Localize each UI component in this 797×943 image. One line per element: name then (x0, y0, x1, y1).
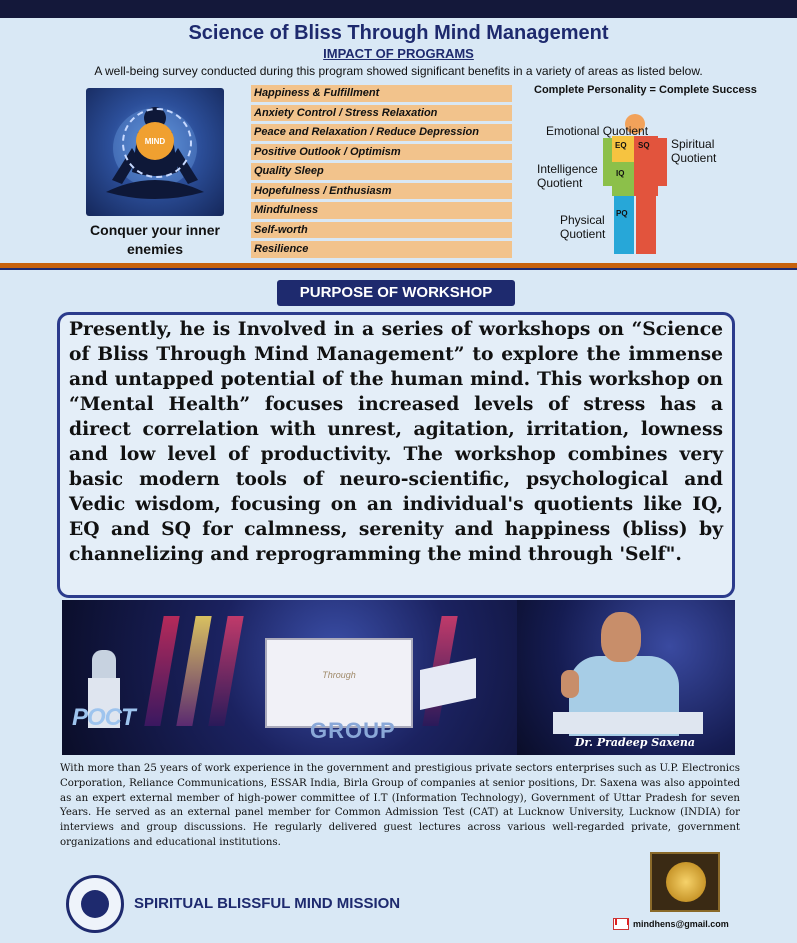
emotional-quotient-label: Emotional Quotient (546, 124, 649, 138)
meditation-image (86, 88, 224, 216)
mission-logo (66, 875, 124, 933)
email-address[interactable]: mindhens@gmail.com (633, 919, 729, 929)
speaker-closeup (517, 600, 735, 755)
speaker-hand (561, 670, 579, 698)
list-item: Quality Sleep (251, 163, 512, 180)
section-divider-line (0, 268, 797, 270)
stage-panel (176, 616, 211, 726)
intelligence-quotient-label: Intelligence Quotient (537, 162, 598, 190)
list-item: Hopefulness / Enthusiasm (251, 183, 512, 200)
poct-logo-text: POCT (72, 704, 135, 731)
list-item: Anxiety Control / Stress Relaxation (251, 105, 512, 122)
stage-panel (208, 616, 243, 726)
workshop-heading: PURPOSE OF WORKSHOP (277, 280, 515, 306)
list-item: Peace and Relaxation / Reduce Depression (251, 124, 512, 141)
list-item: Mindfulness (251, 202, 512, 219)
speaker-podium (553, 712, 703, 734)
speaker-head (601, 612, 641, 662)
section-subtitle: IMPACT OF PROGRAMS (323, 46, 474, 61)
speaker-bio: With more than 25 years of work experience in the government and prestigious private sectors enterprises such as U.P. Electronics Corporation, Reliance Communications, ESSAR India, Birla Group of companies at senior positions, Dr. Saxena was also appointed as an expert external member of high-power committee of I.T (Information Technology), Government of Uttar Pradesh for seven Years. He served as an external panel member for Common Admission Test (CAT) at Lucknow University, Lucknow (INDIA) for interviews and group discussions. He regularly delivered guest lectures across various well-regarded private, government organizations and educational institutions. (60, 763, 740, 848)
personality-heading: Complete Personality = Complete Success (534, 84, 757, 96)
mind-badge: MIND (136, 122, 174, 160)
list-item: Resilience (251, 241, 512, 258)
stage-photo (62, 600, 517, 755)
list-item: Positive Outlook / Optimism (251, 144, 512, 161)
contact-email[interactable] (613, 918, 729, 930)
spiritual-quotient-label: Spiritual Quotient (671, 137, 717, 165)
projection-screen (265, 638, 413, 728)
top-bar (0, 0, 797, 18)
conquer-caption: Conquer your inner enemies (90, 222, 220, 257)
survey-intro: A well-being survey conducted during this program showed significant benefits in a variety of areas as listed below. (94, 64, 703, 78)
body-leg-right (636, 196, 656, 254)
mission-name: SPIRITUAL BLISSFUL MIND MISSION (134, 895, 401, 912)
pq-tag: PQ (616, 209, 628, 218)
list-item: Happiness & Fulfillment (251, 85, 512, 102)
iq-tag: IQ (616, 169, 625, 178)
speaker-caption: Dr. Pradeep Saxena (574, 736, 695, 749)
award-medal-icon (666, 862, 706, 902)
logo-emblem-icon (81, 890, 109, 918)
award-plaque (650, 852, 720, 912)
side-screen (420, 658, 476, 710)
sq-tag: SQ (638, 141, 650, 150)
screen-text: Through (322, 670, 356, 680)
body-arm-right (658, 138, 667, 186)
physical-quotient-label: Physical Quotient (560, 213, 606, 241)
benefits-list (251, 85, 512, 261)
group-logo-text: GROUP (310, 718, 396, 743)
gmail-icon (613, 918, 629, 930)
eq-tag: EQ (615, 141, 627, 150)
workshop-description: Presently, he is Involved in a series of workshops on “Science of Bliss Through Mind Management” to explore the immense and untapped potential of the human mind. This workshop on “Mental Health” focuses increased levels of stress has a direct correlation with unrest, agitation, irritation, lowness and low level of productivity. The workshop combines very basic modern tools of neuro-scientific, psychological and Vedic wisdom, focusing on an individual's quotients like IQ, EQ and SQ for calmness, serenity and happiness (bliss) by channelizing and reprogramming the mind through 'Self". (57, 312, 735, 598)
body-iq-region (612, 162, 634, 196)
body-pq-left (614, 196, 634, 254)
stage-panel (144, 616, 179, 726)
list-item: Self-worth (251, 222, 512, 239)
page-title: Science of Bliss Through Mind Management (188, 22, 609, 44)
event-photo (62, 600, 735, 755)
